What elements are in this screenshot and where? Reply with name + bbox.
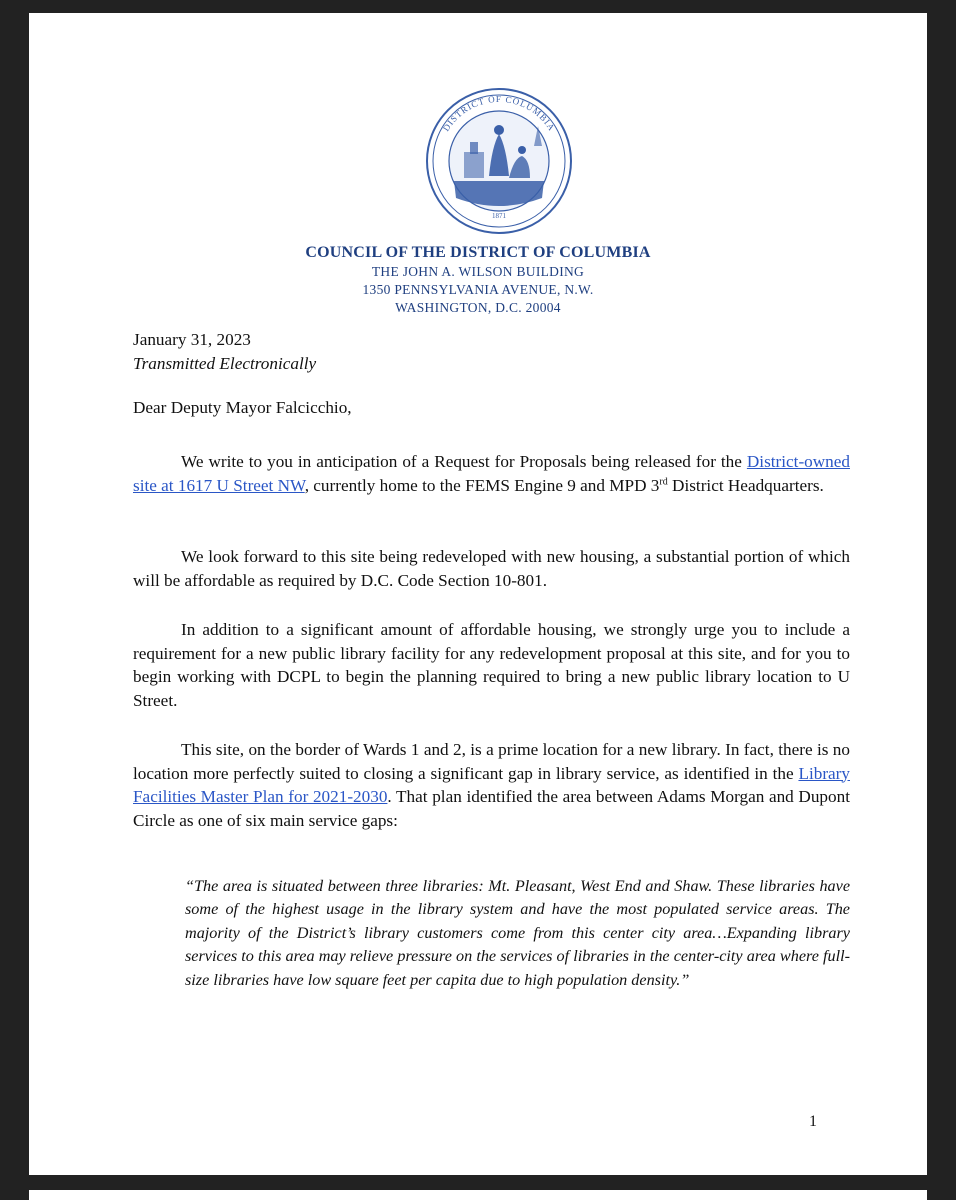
- letterhead-address: 1350 PENNSYLVANIA AVENUE, N.W.: [362, 282, 594, 297]
- site-link[interactable]: District-owned site at 1617 U Street NW: [133, 452, 850, 495]
- p1-text-c: District Headquarters.: [667, 475, 824, 495]
- letter-date-block: [133, 328, 850, 375]
- letter-date: January 31, 2023: [133, 330, 251, 349]
- dc-seal-logo: [414, 86, 584, 236]
- page-number: 1: [809, 1113, 817, 1130]
- letterhead-city: WASHINGTON, D.C. 20004: [395, 300, 561, 315]
- seal-year-text: 1871: [492, 212, 506, 220]
- p1-text-a: We write to you in anticipation of a Request for Proposals being released for the: [181, 452, 747, 471]
- paragraph-1: [133, 450, 850, 497]
- p1-text-b: , currently home to the FEMS Engine 9 and MPD 3: [304, 475, 660, 495]
- p1-superscript: rd: [659, 475, 668, 487]
- letterhead: [29, 243, 927, 317]
- next-page-edge: [29, 1190, 927, 1200]
- block-quote: “The area is situated between three libraries: Mt. Pleasant, West End and Shaw. These libraries have some of the highest usage in the library system and have the most populated service areas. The majority of the District’s library customers come from this center city area…Expanding library services to this area may relieve pressure on the services of libraries in the center-city area where full-size libraries have low square feet per capita due to high population density.”: [185, 877, 850, 989]
- paragraph-2: We look forward to this site being redeveloped with new housing, a substantial portion of which will be affordable as required by D.C. Code Section 10-801.: [133, 547, 850, 590]
- p4-text-a: This site, on the border of Wards 1 and 2, is a prime location for a new library. In fact, there is no location more perfectly suited to closing a significant gap in library service, as identified in the: [133, 740, 850, 783]
- master-plan-link[interactable]: Library Facilities Master Plan for 2021-2030: [133, 763, 850, 807]
- seal-ring-text: DISTRICT OF COLUMBIA: [440, 93, 558, 133]
- p4-text-b: . That plan identified the area between Adams Morgan and Dupont Circle as one of six main service gaps:: [133, 787, 850, 830]
- letterhead-org: COUNCIL OF THE DISTRICT OF COLUMBIA: [305, 244, 651, 261]
- transmittal-note: Transmitted Electronically: [133, 353, 317, 373]
- paragraph-3: In addition to a significant amount of affordable housing, we strongly urge you to include a requirement for a new public library facility for any redevelopment proposal at this site, and for you to begin working with DCPL to begin the planning required to bring a new public library location to U Street.: [133, 620, 850, 710]
- letterhead-building: THE JOHN A. WILSON BUILDING: [371, 264, 585, 279]
- letter-page: [29, 13, 927, 1175]
- paragraph-4: [133, 738, 850, 832]
- salutation: Dear Deputy Mayor Falcicchio,: [133, 398, 352, 417]
